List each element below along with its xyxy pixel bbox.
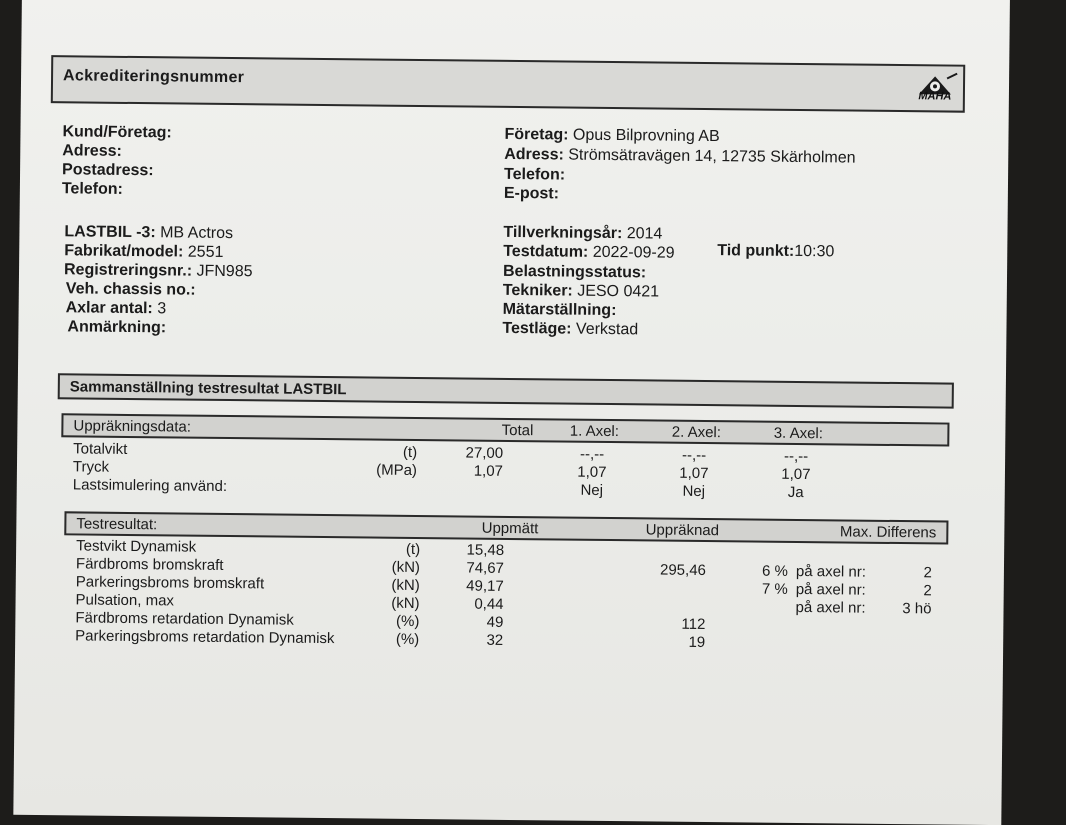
- foretag-field: [504, 126, 719, 146]
- row-axel-1: Nej: [580, 481, 604, 499]
- row-label: Tryck: [72, 458, 110, 476]
- summary-title: Sammanställning testresultat LASTBIL: [69, 378, 347, 399]
- row-label: Lastsimulering använd:: [72, 476, 228, 496]
- foretag-label: Företag:: [504, 125, 569, 144]
- postadress-label: Postadress:: [62, 161, 154, 180]
- row-diff-text: på axel nr:: [795, 580, 866, 599]
- chassis-label: Veh. chassis no.:: [65, 280, 196, 299]
- testdatum-value: 2022-09-29: [592, 243, 675, 262]
- axlar-field: [66, 299, 167, 318]
- row-unit: (kN): [391, 558, 421, 577]
- testdatum-label: Testdatum:: [503, 242, 589, 261]
- testlage-field: [502, 320, 638, 339]
- lastbil-value: MB Actros: [160, 224, 234, 243]
- row-unit: (MPa): [376, 461, 418, 479]
- row-axel-2: --,--: [681, 446, 707, 465]
- tekniker-field: [503, 282, 659, 302]
- fabrikat-value: 2551: [187, 243, 224, 261]
- logo-text: MAHA: [918, 90, 952, 103]
- row-diff-axel: 2: [923, 582, 932, 600]
- row-uppmatt: 0,44: [474, 595, 504, 613]
- fabrikat-label: Fabrikat/model:: [64, 242, 184, 261]
- col-uppmatt: Uppmätt: [481, 519, 539, 538]
- row-axel-2: 1,07: [679, 464, 709, 483]
- document-paper: [13, 0, 1010, 825]
- upprakning-title: Uppräkningsdata:: [73, 417, 192, 436]
- row-total: 1,07: [473, 462, 504, 480]
- testlage-label: Testläge:: [502, 319, 572, 338]
- row-diff-pct: 6 %: [761, 562, 789, 580]
- row-axel-3: Ja: [787, 483, 804, 502]
- row-axel-1: 1,07: [577, 463, 607, 481]
- testlage-value: Verkstad: [575, 320, 639, 339]
- row-label: Testvikt Dynamisk: [76, 537, 197, 556]
- row-uppmatt: 74,67: [466, 559, 505, 577]
- regnr-field: [64, 261, 253, 281]
- company-adress-label: Adress:: [504, 145, 564, 164]
- fabrikat-field: [64, 242, 223, 262]
- row-diff-axel: 2: [923, 564, 933, 582]
- row-axel-3: 1,07: [781, 465, 811, 484]
- summary-bar: [58, 373, 954, 408]
- row-uppmatt: 15,48: [466, 541, 505, 559]
- tillverkning-field: [503, 224, 662, 244]
- kund-label: Kund/Företag:: [62, 123, 172, 142]
- col-max-diff: Max. Differens: [839, 523, 937, 542]
- lastbil-field: [64, 223, 233, 243]
- row-total: 27,00: [465, 444, 504, 462]
- maha-logo: [911, 72, 959, 103]
- upprakning-bar: [61, 413, 949, 446]
- tillverkning-label: Tillverkningsår:: [503, 223, 623, 243]
- axlar-value: 3: [157, 300, 167, 318]
- regnr-value: JFN985: [196, 262, 253, 281]
- company-adress-value: Strömsätravägen 14, 12735 Skärholmen: [568, 146, 856, 167]
- testresultat-title: Testresultat:: [76, 515, 158, 534]
- tekniker-label: Tekniker:: [502, 281, 573, 300]
- testdatum-field: [503, 243, 675, 263]
- row-axel-3: --,--: [783, 447, 809, 466]
- col-axel-1: 1. Axel:: [569, 422, 620, 441]
- header-bar: [51, 55, 965, 113]
- row-upprakn: 19: [688, 633, 706, 652]
- row-unit: (kN): [391, 576, 420, 595]
- lastbil-label: LASTBIL -3:: [64, 223, 156, 242]
- row-axel-2: Nej: [682, 482, 706, 501]
- matarstallning-label: Mätarställning:: [502, 300, 617, 320]
- tidpunkt-value: 10:30: [794, 242, 835, 261]
- row-uppmatt: 32: [486, 631, 504, 649]
- belastning-label: Belastningsstatus:: [502, 262, 647, 282]
- row-unit: (kN): [391, 594, 420, 613]
- row-label: Parkeringsbroms bromskraft: [75, 573, 265, 593]
- regnr-label: Registreringsnr.:: [63, 261, 193, 280]
- row-label: Parkeringsbroms retardation Dynamisk: [75, 627, 335, 648]
- company-adress-field: [504, 146, 855, 168]
- row-label: Färdbroms retardation Dynamisk: [75, 609, 294, 629]
- kund-telefon-label: Telefon:: [61, 180, 124, 198]
- row-uppmatt: 49: [486, 613, 504, 631]
- accreditation-title: Ackrediteringsnummer: [62, 67, 245, 87]
- row-unit: (%): [395, 612, 420, 631]
- epost-label: E-post:: [503, 184, 560, 203]
- col-upprakn: Uppräknad: [645, 521, 720, 540]
- tidpunkt-field: [717, 242, 834, 261]
- col-axel-2: 2. Axel:: [671, 423, 722, 442]
- row-uppmatt: 49,17: [466, 577, 504, 595]
- row-label: Totalvikt: [73, 440, 128, 458]
- row-unit: (%): [395, 630, 420, 649]
- row-diff-axel: 3 hö: [902, 600, 932, 618]
- axlar-label: Axlar antal:: [65, 299, 153, 318]
- company-telefon-label: Telefon:: [503, 165, 566, 184]
- row-diff-pct: 7 %: [761, 580, 788, 598]
- row-upprakn: 112: [681, 615, 706, 634]
- tekniker-value: JESO 0421: [577, 282, 660, 301]
- col-axel-3: 3. Axel:: [773, 424, 824, 443]
- row-upprakn: 295,46: [659, 561, 707, 580]
- testresultat-bar: [64, 511, 948, 544]
- row-label: Färdbroms bromskraft: [75, 555, 224, 574]
- kund-adress-label: Adress:: [62, 142, 122, 160]
- row-axel-1: --,--: [579, 445, 605, 463]
- anmarkning-label: Anmärkning:: [67, 318, 167, 337]
- foretag-value: Opus Bilprovning AB: [572, 126, 720, 146]
- tillverkning-value: 2014: [626, 225, 663, 243]
- row-diff-text: på axel nr:: [795, 562, 867, 581]
- col-total: Total: [501, 421, 534, 440]
- tidpunkt-label: Tid punkt:: [717, 242, 795, 260]
- row-label: Pulsation, max: [75, 591, 175, 610]
- row-unit: (t): [405, 540, 421, 559]
- row-unit: (t): [402, 443, 418, 461]
- row-diff-text: på axel nr:: [795, 598, 866, 617]
